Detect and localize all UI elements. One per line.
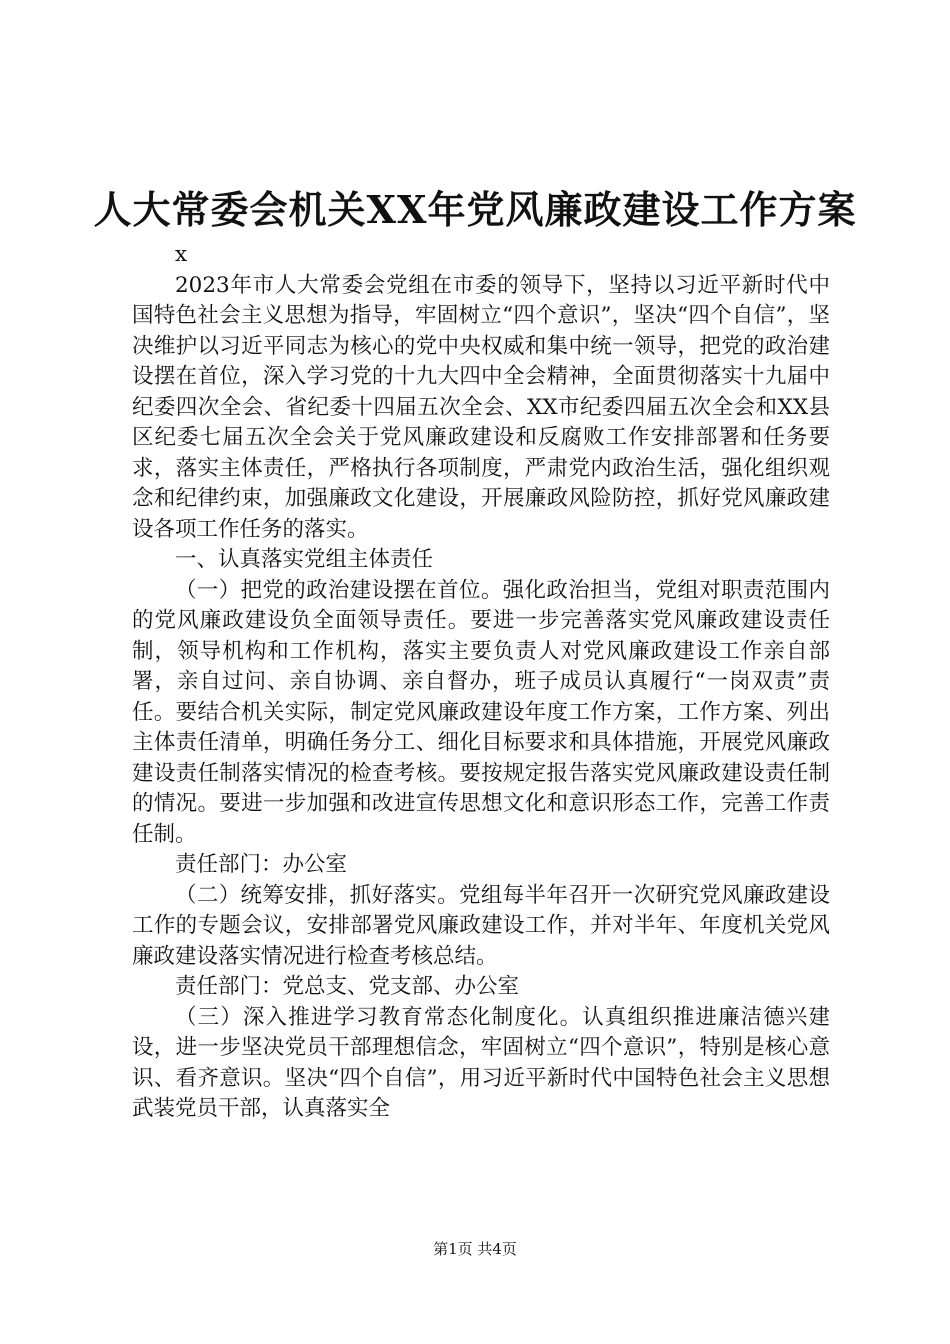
document-body: [132, 240, 830, 1125]
section-heading-1: 一、认真落实党组主体责任: [175, 547, 434, 572]
paragraph-item-2: （二）统筹安排，抓好落实。党组每半年召开一次研究党风廉政建设工作的专题会议，安排部署党风廉政建设工作，并对半年、年度机关党风廉政建设落实情况进行检查考核总结。: [132, 882, 830, 969]
author-line: x: [175, 242, 188, 267]
responsible-dept-1: 责任部门：办公室: [175, 852, 348, 877]
responsible-dept-2: 责任部门：党总支、党支部、办公室: [175, 974, 520, 999]
paragraph-item-1: （一）把党的政治建设摆在首位。强化政治担当，党组对职责范围内的党风廉政建设负全面领导责任。要进一步完善落实党风廉政建设责任制，领导机构和工作机构，落实主要负责人对党风廉政建设工作亲自部署，亲自过问、亲自协调、亲自督办，班子成员认真履行“一岗双责”责任。要结合机关实际，制定党风廉政建设年度工作方案，工作方案、列出主体责任清单，明确任务分工、细化目标要求和具体措施，开展党风廉政建设责任制落实情况的检查考核。要按规定报告落实党风廉政建设责任制的情况。要进一步加强和改进宣传思想文化和意识形态工作，完善工作责任制。: [132, 577, 830, 847]
page-number-footer: 第1页 共4页: [433, 1240, 517, 1258]
paragraph-intro: 2023年市人大常委会党组在市委的领导下，坚持以习近平新时代中国特色社会主义思想为指导，牢固树立“四个意识”，坚决“四个自信”，坚决维护以习近平同志为核心的党中央权威和集中统一领导，把党的政治建设摆在首位，深入学习党的十九大四中全会精神，全面贯彻落实十九届中纪委四次全会、省纪委十四届五次全会、XX市纪委四届五次全会和XX县区纪委七届五次全会关于党风廉政建设和反腐败工作安排部署和任务要求，落实主体责任，严格执行各项制度，严肃党内政治生活，强化组织观念和纪律约束，加强廉政文化建设，开展廉政风险防控，抓好党风廉政建设各项工作任务的落实。: [132, 272, 830, 542]
paragraph-item-3: （三）深入推进学习教育常态化制度化。认真组织推进廉洁德兴建设，进一步坚决党员干部理想信念，牢固树立“四个意识”，特别是核心意识、看齐意识。坚决“四个自信”，用习近平新时代中国特色社会主义思想武装党员干部，认真落实全: [132, 1004, 830, 1121]
document-title: 人大常委会机关XX年党风廉政建设工作方案: [93, 187, 857, 232]
